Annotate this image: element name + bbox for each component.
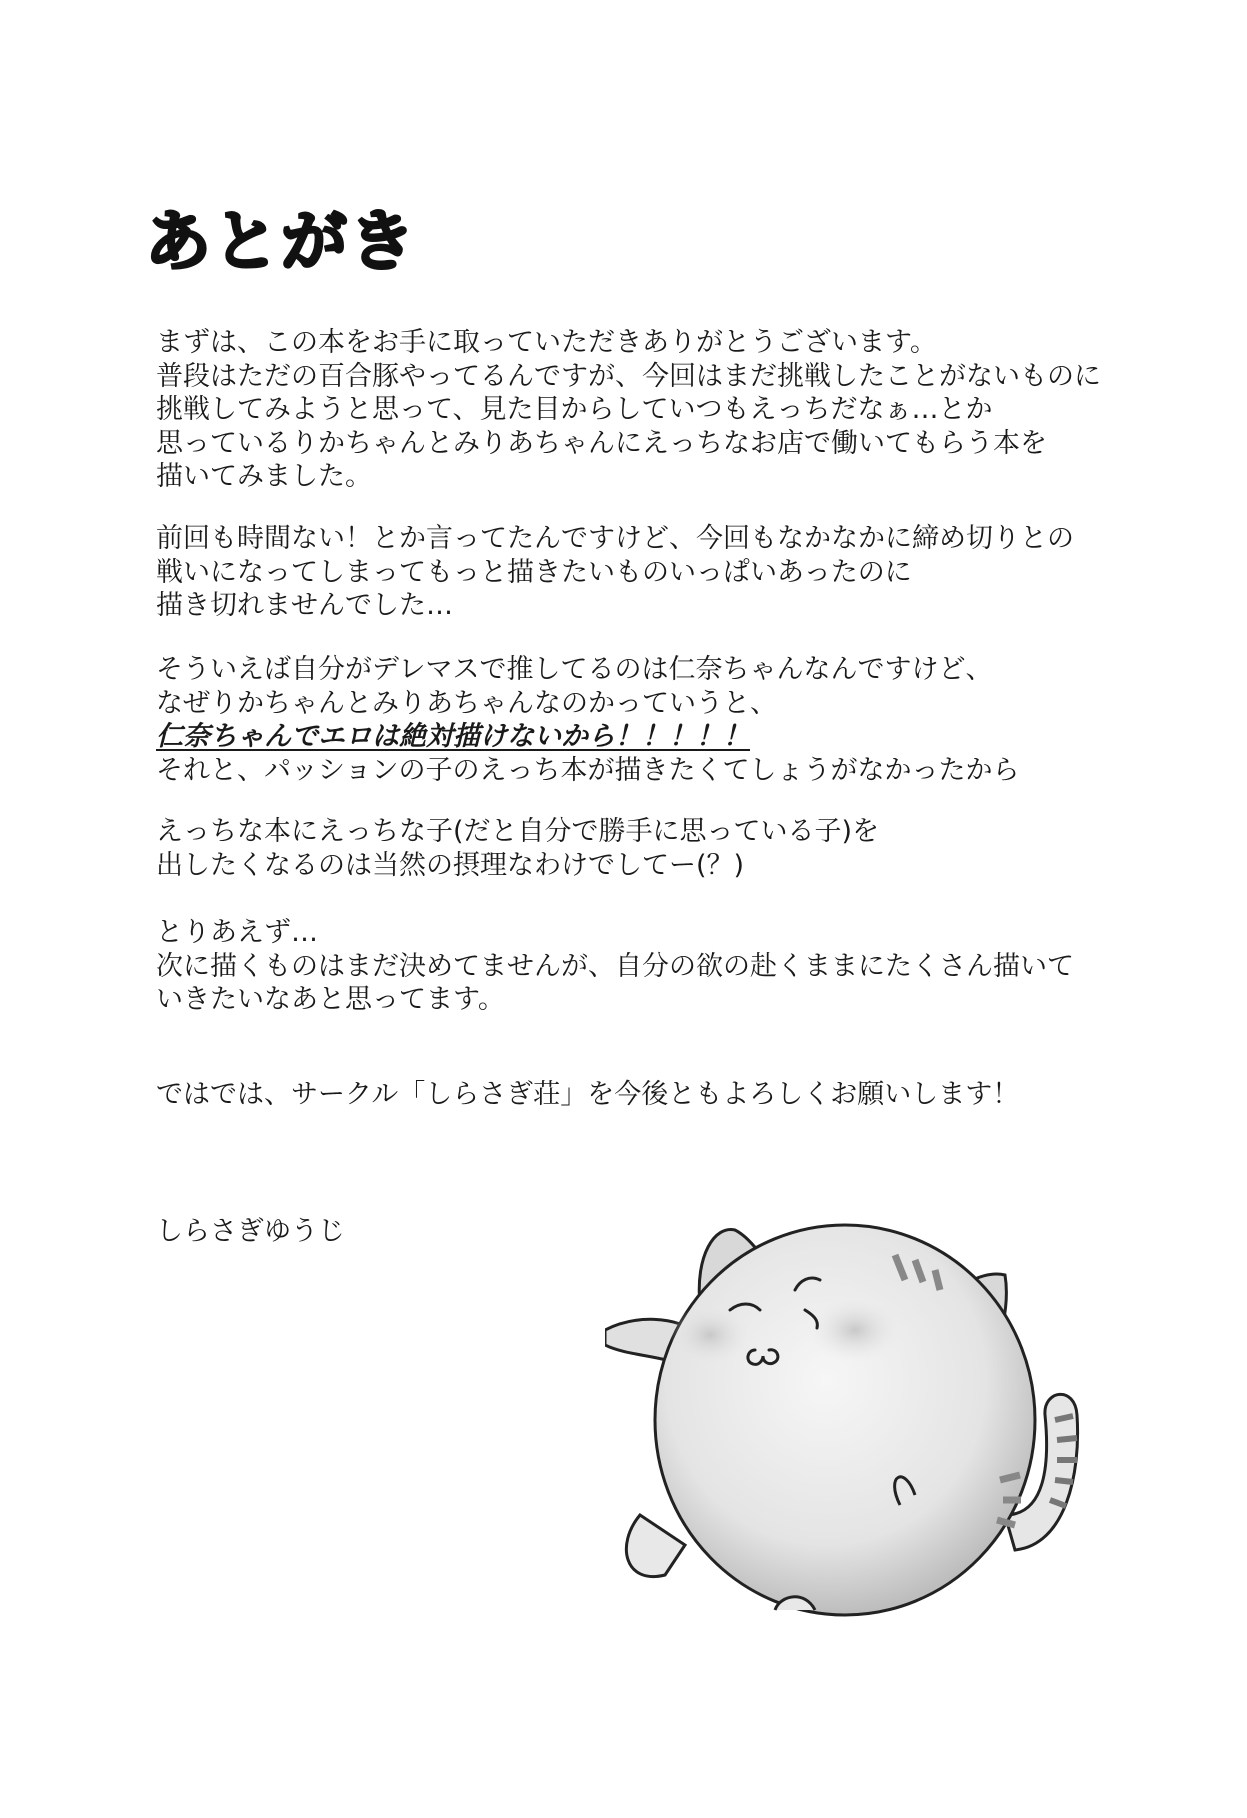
text-line: 戦いになってしまってもっと描きたいものいっぱいあったのに	[156, 556, 912, 588]
text-line: えっちな本にえっちな子(だと自分で勝手に思っている子)を	[156, 816, 880, 847]
cat-body	[655, 1225, 1035, 1615]
text-line: いきたいなあと思ってます。	[156, 984, 505, 1015]
paragraph-future	[156, 916, 1074, 1017]
text-line: 普段はただの百合豚やってるんですが、今回はまだ挑戦したことがないものに	[156, 360, 1101, 392]
text-line: そういえば自分がデレマスで推してるのは仁奈ちゃんなんですけど、	[156, 654, 993, 685]
text-line: 思っているりかちゃんとみりあちゃんにえっちなお店で働いてもらう本を	[156, 427, 1047, 459]
signature: しらさぎゆうじ	[156, 1216, 345, 1247]
text-line: 描いてみました。	[156, 461, 372, 492]
text-line: 次に描くものはまだ決めてませんが、自分の欲の赴くままにたくさん描いて	[156, 950, 1074, 982]
text-line: まずは、この本をお手に取っていただきありがとうございます。	[156, 327, 937, 358]
cat-illustration	[605, 1215, 1150, 1635]
cat-blush-left	[670, 1305, 750, 1365]
text-line: 前回も時間ない！とか言ってたんですけど、今回もなかなかに締め切りとの	[156, 523, 1074, 554]
paragraph-reason	[156, 653, 1019, 787]
text-line: 挑戦してみようと思って、見た目からしていつもえっちだなぁ…とか	[156, 394, 993, 425]
text-line: 出したくなるのは当然の摂理なわけでしてー(？)	[156, 849, 745, 881]
paragraph-characters	[156, 815, 879, 882]
paragraph-greeting	[156, 326, 1101, 494]
text-line: ではでは、サークル「しらさぎ荘」を今後ともよろしくお願いします！	[156, 1079, 1020, 1110]
cat-blush-right	[810, 1298, 900, 1362]
text-line: それと、パッションの子のえっち本が描きたくてしょうがなかったから	[156, 754, 1020, 786]
paragraph-closing	[156, 1078, 1019, 1112]
text-line: 描き切れませんでした…	[156, 590, 453, 621]
page-title: あとがき	[145, 203, 417, 280]
emphasized-text-line: 仁奈ちゃんでエロは絶対描けないから！！！！！	[156, 721, 750, 752]
paragraph-deadline	[156, 522, 1074, 623]
text-line: とりあえず…	[156, 917, 318, 948]
text-line: なぜりかちゃんとみりあちゃんなのかっていうと、	[156, 687, 777, 719]
